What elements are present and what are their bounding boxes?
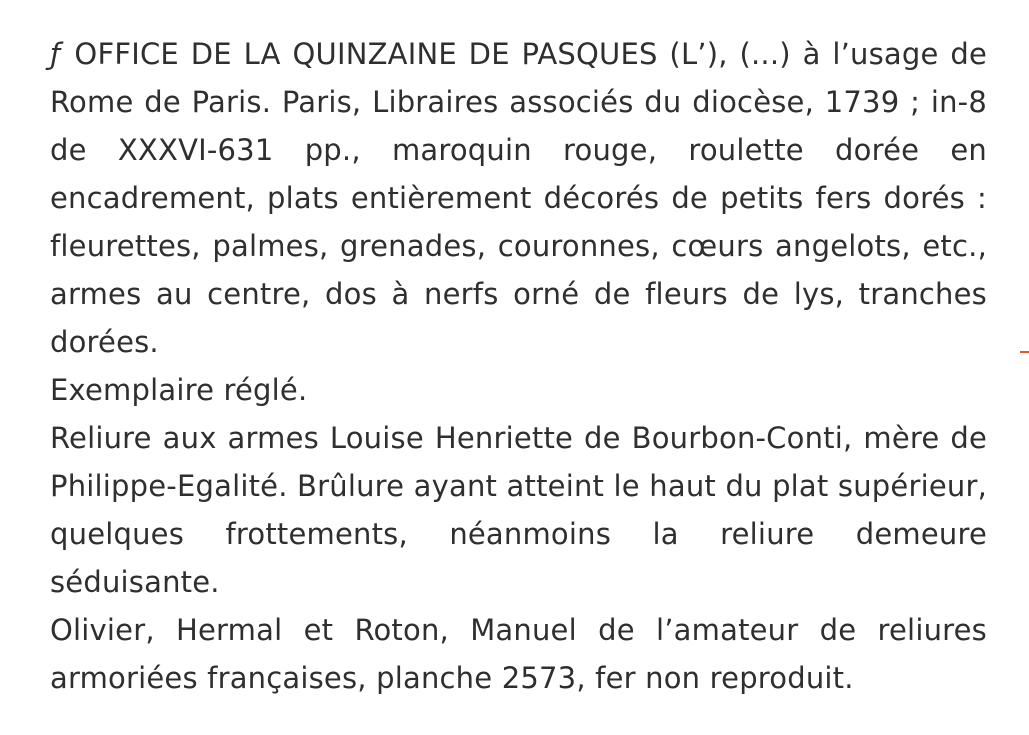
catalogue-entry: [50, 30, 987, 702]
entry-binding-note: Reliure aux armes Louise Henriette de Bourbon-Conti, mère de Philippe-Egalité. Brûlure ayant atteint le haut du plat supérieur, quelques frottements, néanmoins la reliure demeure séduisante.: [50, 421, 987, 599]
lead-glyph: ƒ: [50, 37, 61, 71]
entry-reference: Olivier, Hermal et Roton, Manuel de l’amateur de reliures armoriées françaises, planche 2573, fer non reproduit.: [50, 613, 987, 695]
edge-marker: [1020, 351, 1029, 353]
entry-note-ruled: Exemplaire réglé.: [50, 373, 308, 407]
entry-description-text: OFFICE DE LA QUINZAINE DE PASQUES (L’), (...) à l’usage de Rome de Paris. Paris, Libraires associés du diocèse, 1739 ; in-8 de XXXVI-631 pp., maroquin rouge, roulette dorée en encadrement, plats entièrement décorés de petits fers dorés : fleurettes, palmes, grenades, couronnes, cœurs angelots, etc., armes au centre, dos à nerfs orné de fleurs de lys, tranches dorées.: [50, 37, 987, 359]
entry-description: [50, 30, 987, 366]
